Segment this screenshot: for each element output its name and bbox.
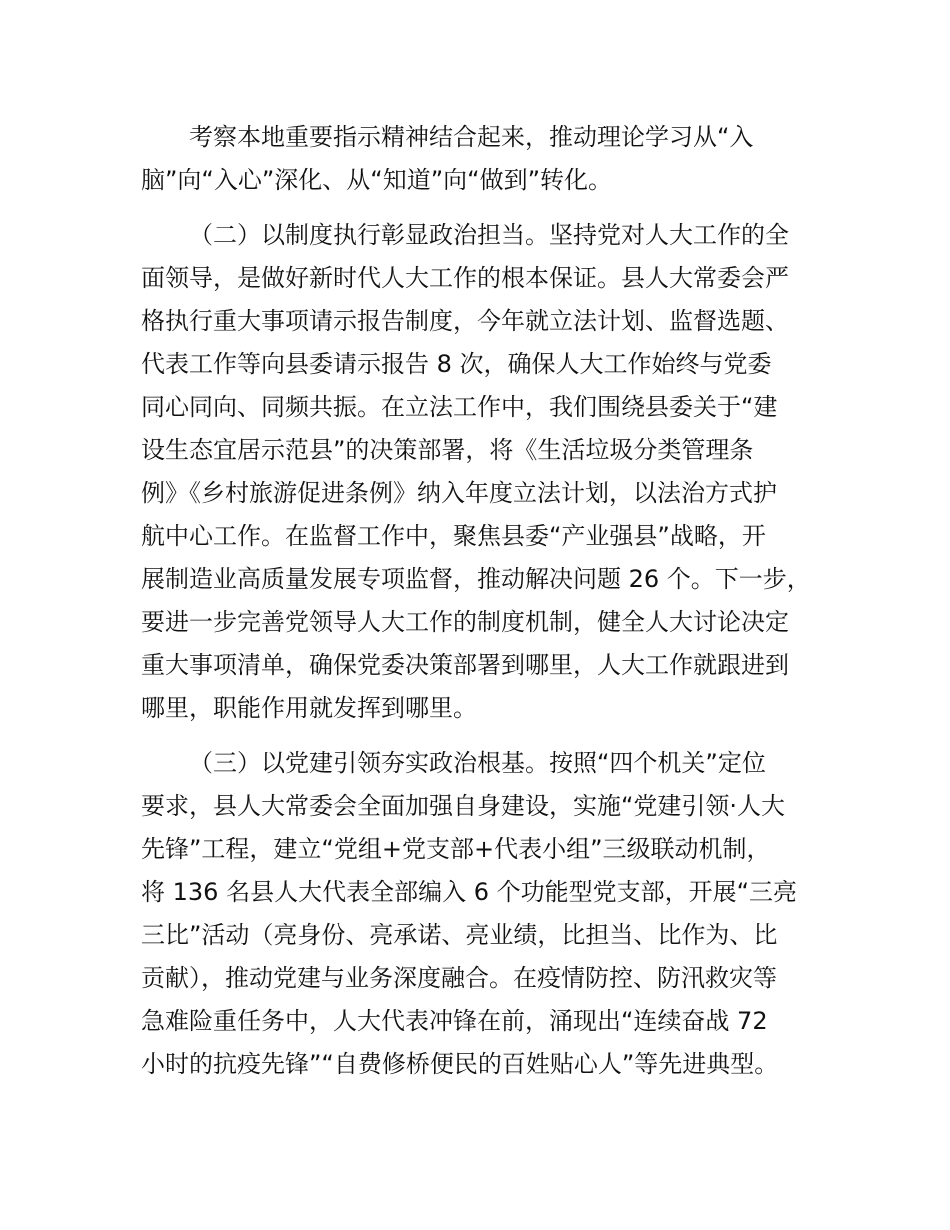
text-line: 贡献），推动党建与业务深度融合。在疫情防控、防汛救灾等 bbox=[141, 964, 777, 992]
text-line: 面领导，是做好新时代人大工作的根本保证。县人大常委会严 bbox=[141, 264, 789, 292]
text-line: 例》《乡村旅游促进条例》纳入年度立法计划，以法治方式护 bbox=[141, 479, 777, 507]
text-line: 三比”活动（亮身份、亮承诺、亮业绩，比担当、比作为、比 bbox=[141, 921, 778, 949]
text-line: 先锋”工程，建立“党组+党支部+代表小组”三级联动机制， bbox=[141, 835, 771, 863]
text-line: 同心同向、同频共振。在立法工作中，我们围绕县委关于“建 bbox=[141, 393, 778, 421]
paragraph-continuation bbox=[141, 116, 813, 202]
text-line: 设生态宜居示范县”的决策部署，将《生活垃圾分类管理条 bbox=[141, 436, 754, 464]
text-line: 要求，县人大常委会全面加强自身建设，实施“党建引领·人大 bbox=[141, 792, 786, 820]
text-line: 重大事项清单，确保党委决策部署到哪里，人大工作就跟进到 bbox=[141, 651, 789, 679]
text-line: 考察本地重要指示精神结合起来，推动理论学习从“入 bbox=[189, 123, 754, 151]
document-body bbox=[141, 116, 813, 1086]
text-line: 哪里，职能作用就发挥到哪里。 bbox=[141, 694, 477, 722]
text-line: （二）以制度执行彰显政治担当。坚持党对人大工作的全 bbox=[189, 221, 789, 249]
text-line: 将 136 名县人大代表全部编入 6 个功能型党支部，开展“三亮 bbox=[141, 878, 798, 906]
text-line: 急难险重任务中，人大代表冲锋在前，涌现出“连续奋战 72 bbox=[141, 1007, 768, 1035]
text-line: 展制造业高质量发展专项监督，推动解决问题 26 个。下一步， bbox=[141, 565, 811, 593]
text-line: 代表工作等向县委请示报告 8 次，确保人大工作始终与党委 bbox=[141, 350, 772, 378]
paragraph-section-3 bbox=[141, 742, 813, 1086]
text-line: 航中心工作。在监督工作中，聚焦县委“产业强县”战略，开 bbox=[141, 522, 766, 550]
text-line: 格执行重大事项请示报告制度，今年就立法计划、监督选题、 bbox=[141, 307, 789, 335]
text-line: 脑”向“入心”深化、从“知道”向“做到”转化。 bbox=[141, 166, 613, 194]
text-line: 要进一步完善党领导人大工作的制度机制，健全人大讨论决定 bbox=[141, 608, 789, 636]
paragraph-section-2 bbox=[141, 214, 813, 730]
text-line: （三）以党建引领夯实政治根基。按照“四个机关”定位 bbox=[189, 749, 766, 777]
text-line: 小时的抗疫先锋”“自费修桥便民的百姓贴心人”等先进典型。 bbox=[141, 1050, 779, 1078]
